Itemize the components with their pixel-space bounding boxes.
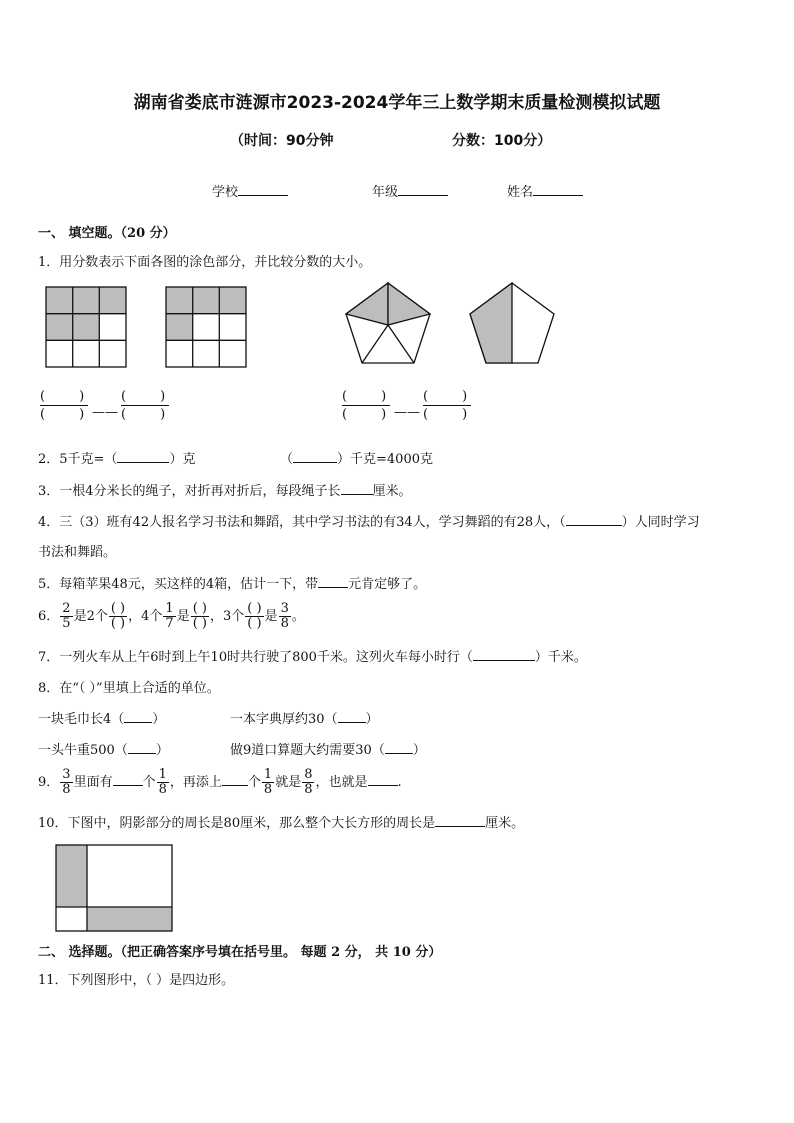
q7-blank[interactable]	[473, 648, 535, 661]
name-field[interactable]	[507, 181, 583, 200]
grade-blank[interactable]	[398, 183, 448, 196]
q6-text: 6． $\frac{2}{5}$ 是2个 $\frac{( )}{( )}$ ，4个 $\frac{1}{7}$ 是 $\frac{( )}{( )}$ ，3个 $\frac{( )}{( )}$ 是 $\frac{3}{8}$ 。	[38, 601, 305, 631]
grade-field[interactable]	[372, 181, 448, 200]
q9-text: 9． $\frac{3}{8}$ 里面有 个 $\frac{1}{8}$ ，再添上 个 $\frac{1}{8}$ 就是 $\frac{8}{8}$ ，也就是 .	[38, 767, 402, 797]
q7-text: 7．一列火车从上午6时到上午10时共行驶了800千米。这列火车每小时行（ ）千米。	[38, 650, 587, 665]
q4-blank[interactable]	[566, 513, 622, 526]
q8-item-1: 一块毛巾长4（ ）	[38, 712, 166, 727]
q6-blank-2[interactable]: $\frac{( )}{( )}$	[192, 601, 207, 631]
q1-answer-fraction-4[interactable]: ( ) ( )	[423, 388, 471, 423]
q1-compare-blank-1[interactable]: ——	[92, 405, 118, 420]
q8-item-4: 做9道口算题大约需要30（ ）	[230, 743, 426, 758]
q2-part-1: 2．5千克=（ ）克	[38, 452, 196, 467]
school-blank[interactable]	[238, 183, 288, 196]
q8-blank-4[interactable]	[385, 741, 413, 754]
q8-item-2: 一本字典厚约30（ ）	[230, 712, 379, 727]
q8-blank-1[interactable]	[124, 710, 152, 723]
exam-score: 分数：100分）	[452, 133, 552, 149]
school-field[interactable]	[212, 181, 288, 200]
school-label: 学校	[212, 185, 239, 200]
rectangle-shading-bottom	[87, 907, 172, 931]
grid-figure-2	[166, 287, 246, 367]
section-1-title: 一、 填空题。（20 分）	[38, 226, 176, 241]
q9-blank-1[interactable]	[113, 773, 143, 786]
q2-part-2: （ ）千克=4000克	[280, 452, 433, 467]
q3-text: 3．一根4分米长的绳子，对折再对折后，每段绳子长 厘米。	[38, 484, 412, 499]
pentagon-figure-1	[344, 281, 432, 365]
q6-blank-3[interactable]: $\frac{( )}{( )}$	[247, 601, 262, 631]
exam-time: （时间：90分钟	[230, 133, 334, 149]
grid-2-shading	[166, 287, 246, 314]
q5-blank[interactable]	[318, 575, 348, 588]
q9-blank-2[interactable]	[222, 773, 248, 786]
grid-figure-1	[46, 287, 126, 367]
page-title: 湖南省娄底市涟源市2023-2024学年三上数学期末质量检测模拟试题	[133, 93, 661, 113]
section-2-title: 二、 选择题。（把正确答案序号填在括号里。 每题 2 分， 共 10 分）	[38, 945, 442, 960]
q1-answer-fraction-2[interactable]: ( ) ( )	[121, 388, 169, 423]
name-label: 姓名	[507, 185, 534, 200]
q6-blank-1[interactable]: $\frac{( )}{( )}$	[110, 601, 126, 631]
q1-answer-fraction-3[interactable]: ( ) ( )	[342, 388, 390, 423]
q2-blank-2[interactable]	[293, 450, 337, 463]
q1-answer-fraction-1[interactable]: ( ) ( )	[40, 388, 88, 423]
q4-text-cont: 书法和舞蹈。	[38, 545, 117, 560]
q8-title: 8．在“（ ）”里填上合适的单位。	[38, 681, 220, 696]
q5-text: 5．每箱苹果48元，买这样的4箱，估计一下，带 元肯定够了。	[38, 577, 427, 592]
q2-blank-1[interactable]	[117, 450, 169, 463]
rectangle-shading-left	[56, 845, 87, 907]
name-blank[interactable]	[533, 183, 583, 196]
q8-blank-3[interactable]	[128, 741, 156, 754]
rectangle-figure	[56, 845, 172, 931]
q3-blank[interactable]	[341, 482, 373, 495]
q8-blank-2[interactable]	[338, 710, 366, 723]
pentagon-2-shading	[470, 283, 512, 363]
q10-text: 10．下图中，阴影部分的周长是80厘米，那么整个大长方形的周长是 厘米。	[38, 816, 525, 831]
q9-blank-3[interactable]	[368, 773, 398, 786]
grade-label: 年级	[372, 185, 399, 200]
q1-text: 1．用分数表示下面各图的涂色部分，并比较分数的大小。	[38, 255, 372, 270]
q4-text: 4．三（3）班有42人报名学习书法和舞蹈，其中学习书法的有34人，学习舞蹈的有28人，（ ）人同时学习	[38, 515, 700, 530]
q8-item-3: 一头牛重500（ ）	[38, 743, 169, 758]
q1-compare-blank-2[interactable]: ——	[394, 405, 420, 420]
q10-blank[interactable]	[435, 814, 485, 827]
q11-text: 11．下列图形中，（ ）是四边形。	[38, 973, 235, 988]
pentagon-figure-2	[468, 281, 556, 365]
